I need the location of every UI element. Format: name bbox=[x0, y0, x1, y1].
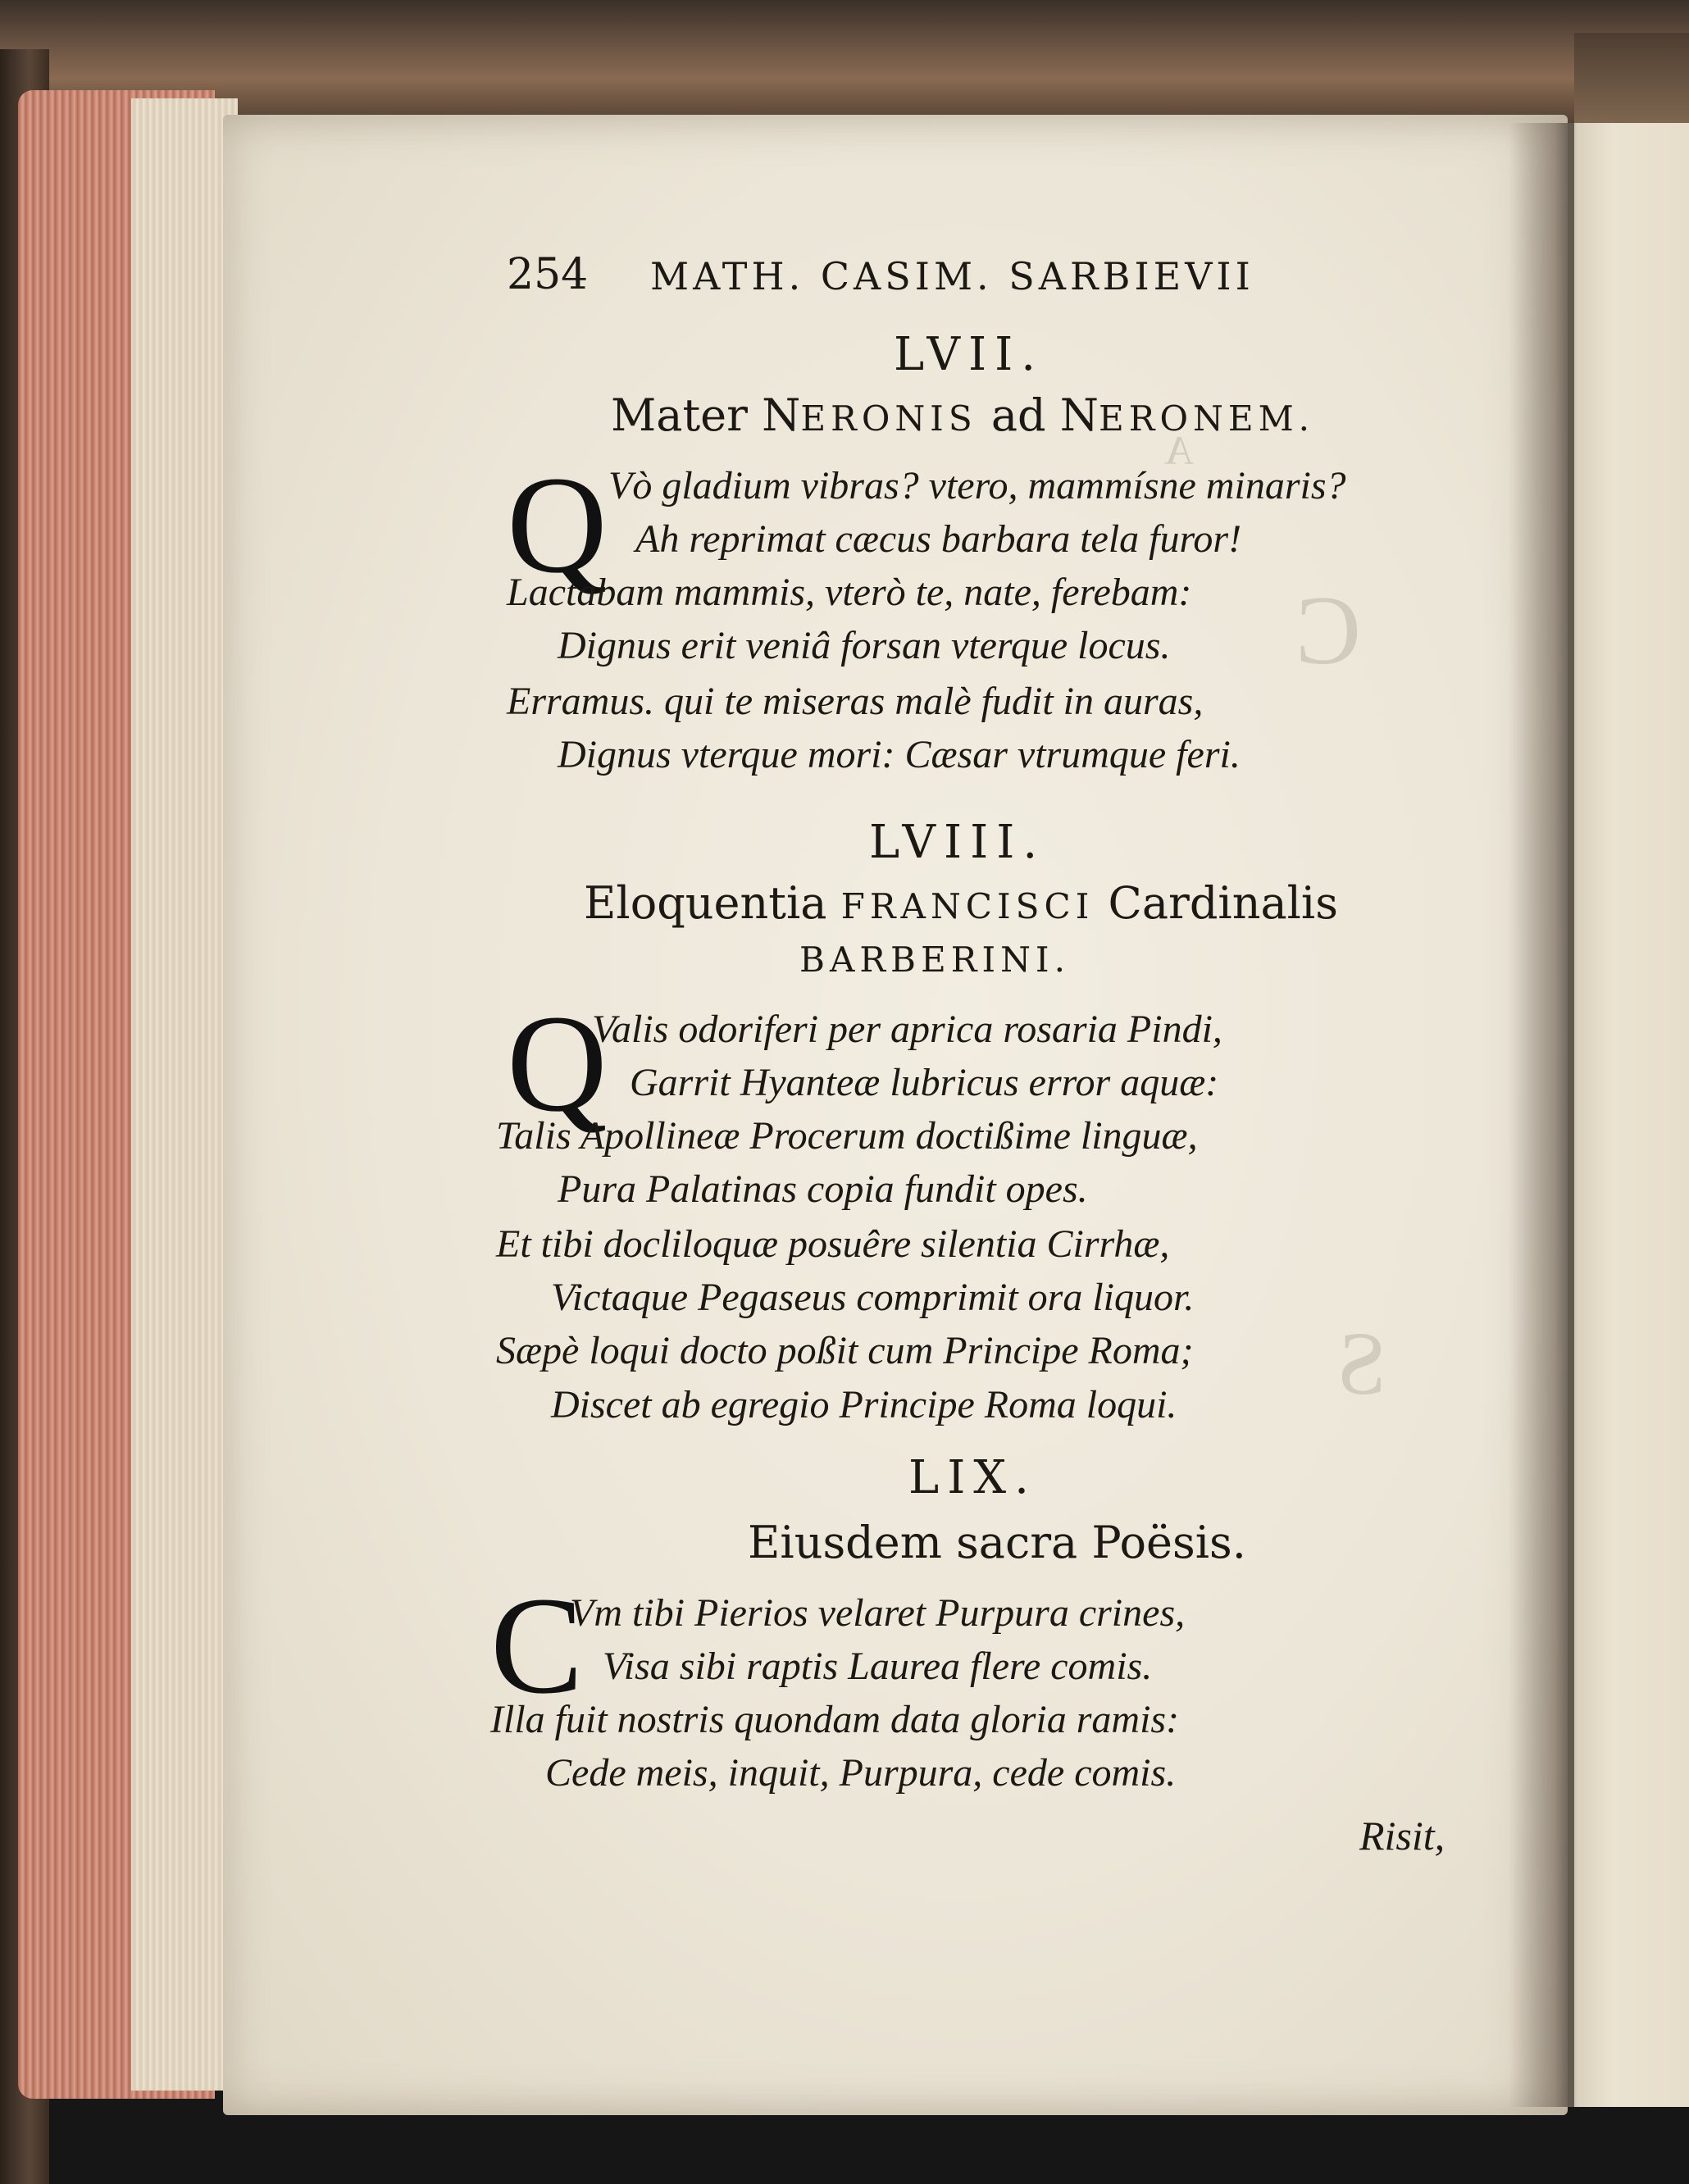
epigram-numeral: LVIII. bbox=[869, 816, 1046, 869]
drop-capital: Q bbox=[507, 986, 608, 1140]
verse-line: Pura Palatinas copia fundit opes. bbox=[558, 1167, 1088, 1211]
title-segment: ERONIS bbox=[800, 398, 977, 439]
verse-line: Valis odoriferi per aprica rosaria Pindi, bbox=[592, 1008, 1222, 1051]
verse-line: Cede meis, inquit, Purpura, cede comis. bbox=[545, 1751, 1177, 1795]
epigram-title bbox=[611, 389, 1314, 441]
title-segment: FRANCISCI bbox=[840, 886, 1095, 926]
show-through-mark: C bbox=[1295, 576, 1362, 685]
show-through-mark: S bbox=[1336, 1313, 1387, 1413]
epigram-title-line2 bbox=[799, 930, 1070, 982]
leather-binding-top bbox=[0, 0, 1689, 131]
title-segment: ad bbox=[977, 389, 1060, 441]
title-segment: Cardinalis bbox=[1094, 877, 1338, 929]
verse-line: Illa fuit nostris quondam data gloria ramis: bbox=[490, 1698, 1180, 1741]
verse-line: Dignus vterque mori: Cæsar vtrumque feri. bbox=[558, 733, 1241, 776]
drop-capital: C bbox=[490, 1568, 584, 1722]
drop-capital: Q bbox=[507, 448, 608, 602]
epigram-title bbox=[584, 877, 1338, 929]
title-segment: N bbox=[1059, 389, 1099, 441]
title-segment: ERONEM. bbox=[1099, 398, 1315, 439]
verse-line: Garrit Hyanteæ lubricus error aquæ: bbox=[630, 1061, 1219, 1104]
epigram-numeral: LIX. bbox=[908, 1451, 1037, 1504]
verse-line: Vò gladium vibras? vtero, mammísne minaris? bbox=[608, 464, 1346, 507]
running-head: MATH. CASIM. SARBIEVII bbox=[650, 254, 1254, 298]
epigram-title: Eiusdem sacra Poësis. bbox=[748, 1517, 1246, 1568]
verse-line: Et tibi docliloquæ posuêre silentia Cirrhæ, bbox=[496, 1222, 1170, 1266]
verse-line: Victaque Pegaseus comprimit ora liquor. bbox=[551, 1276, 1195, 1319]
verse-line: Discet ab egregio Principe Roma loqui. bbox=[551, 1383, 1177, 1426]
gutter-shadow bbox=[1509, 123, 1574, 2107]
page-number: 254 bbox=[507, 250, 589, 299]
verse-line: Lactabam mammis, vterò te, nate, ferebam: bbox=[507, 571, 1192, 614]
page-stack bbox=[131, 98, 238, 2091]
title-segment: Eloquentia bbox=[584, 877, 841, 929]
title-segment: N bbox=[762, 389, 801, 441]
verse-line: Vm tibi Pierios velaret Purpura crines, bbox=[570, 1591, 1186, 1635]
verse-line: Visa sibi raptis Laurea flere comis. bbox=[603, 1645, 1153, 1688]
title-segment: Mater bbox=[611, 389, 763, 441]
title-segment: BARBERINI. bbox=[799, 940, 1070, 980]
verse-line: Ah reprimat cæcus barbara tela furor! bbox=[635, 517, 1242, 561]
show-through-mark: A bbox=[1164, 427, 1195, 473]
verse-line: Sæpè loqui docto poßit cum Principe Roma; bbox=[496, 1329, 1194, 1372]
verse-line: Erramus. qui te miseras malè fudit in auras, bbox=[507, 680, 1204, 723]
catchword: Risit, bbox=[1359, 1813, 1445, 1859]
epigram-numeral: LVII. bbox=[894, 328, 1045, 381]
verse-line: Dignus erit veniâ forsan vterque locus. bbox=[558, 624, 1171, 667]
verse-line: Talis Apollineæ Procerum doctißime linguæ, bbox=[496, 1114, 1198, 1158]
facing-page-edge bbox=[1562, 123, 1689, 2107]
